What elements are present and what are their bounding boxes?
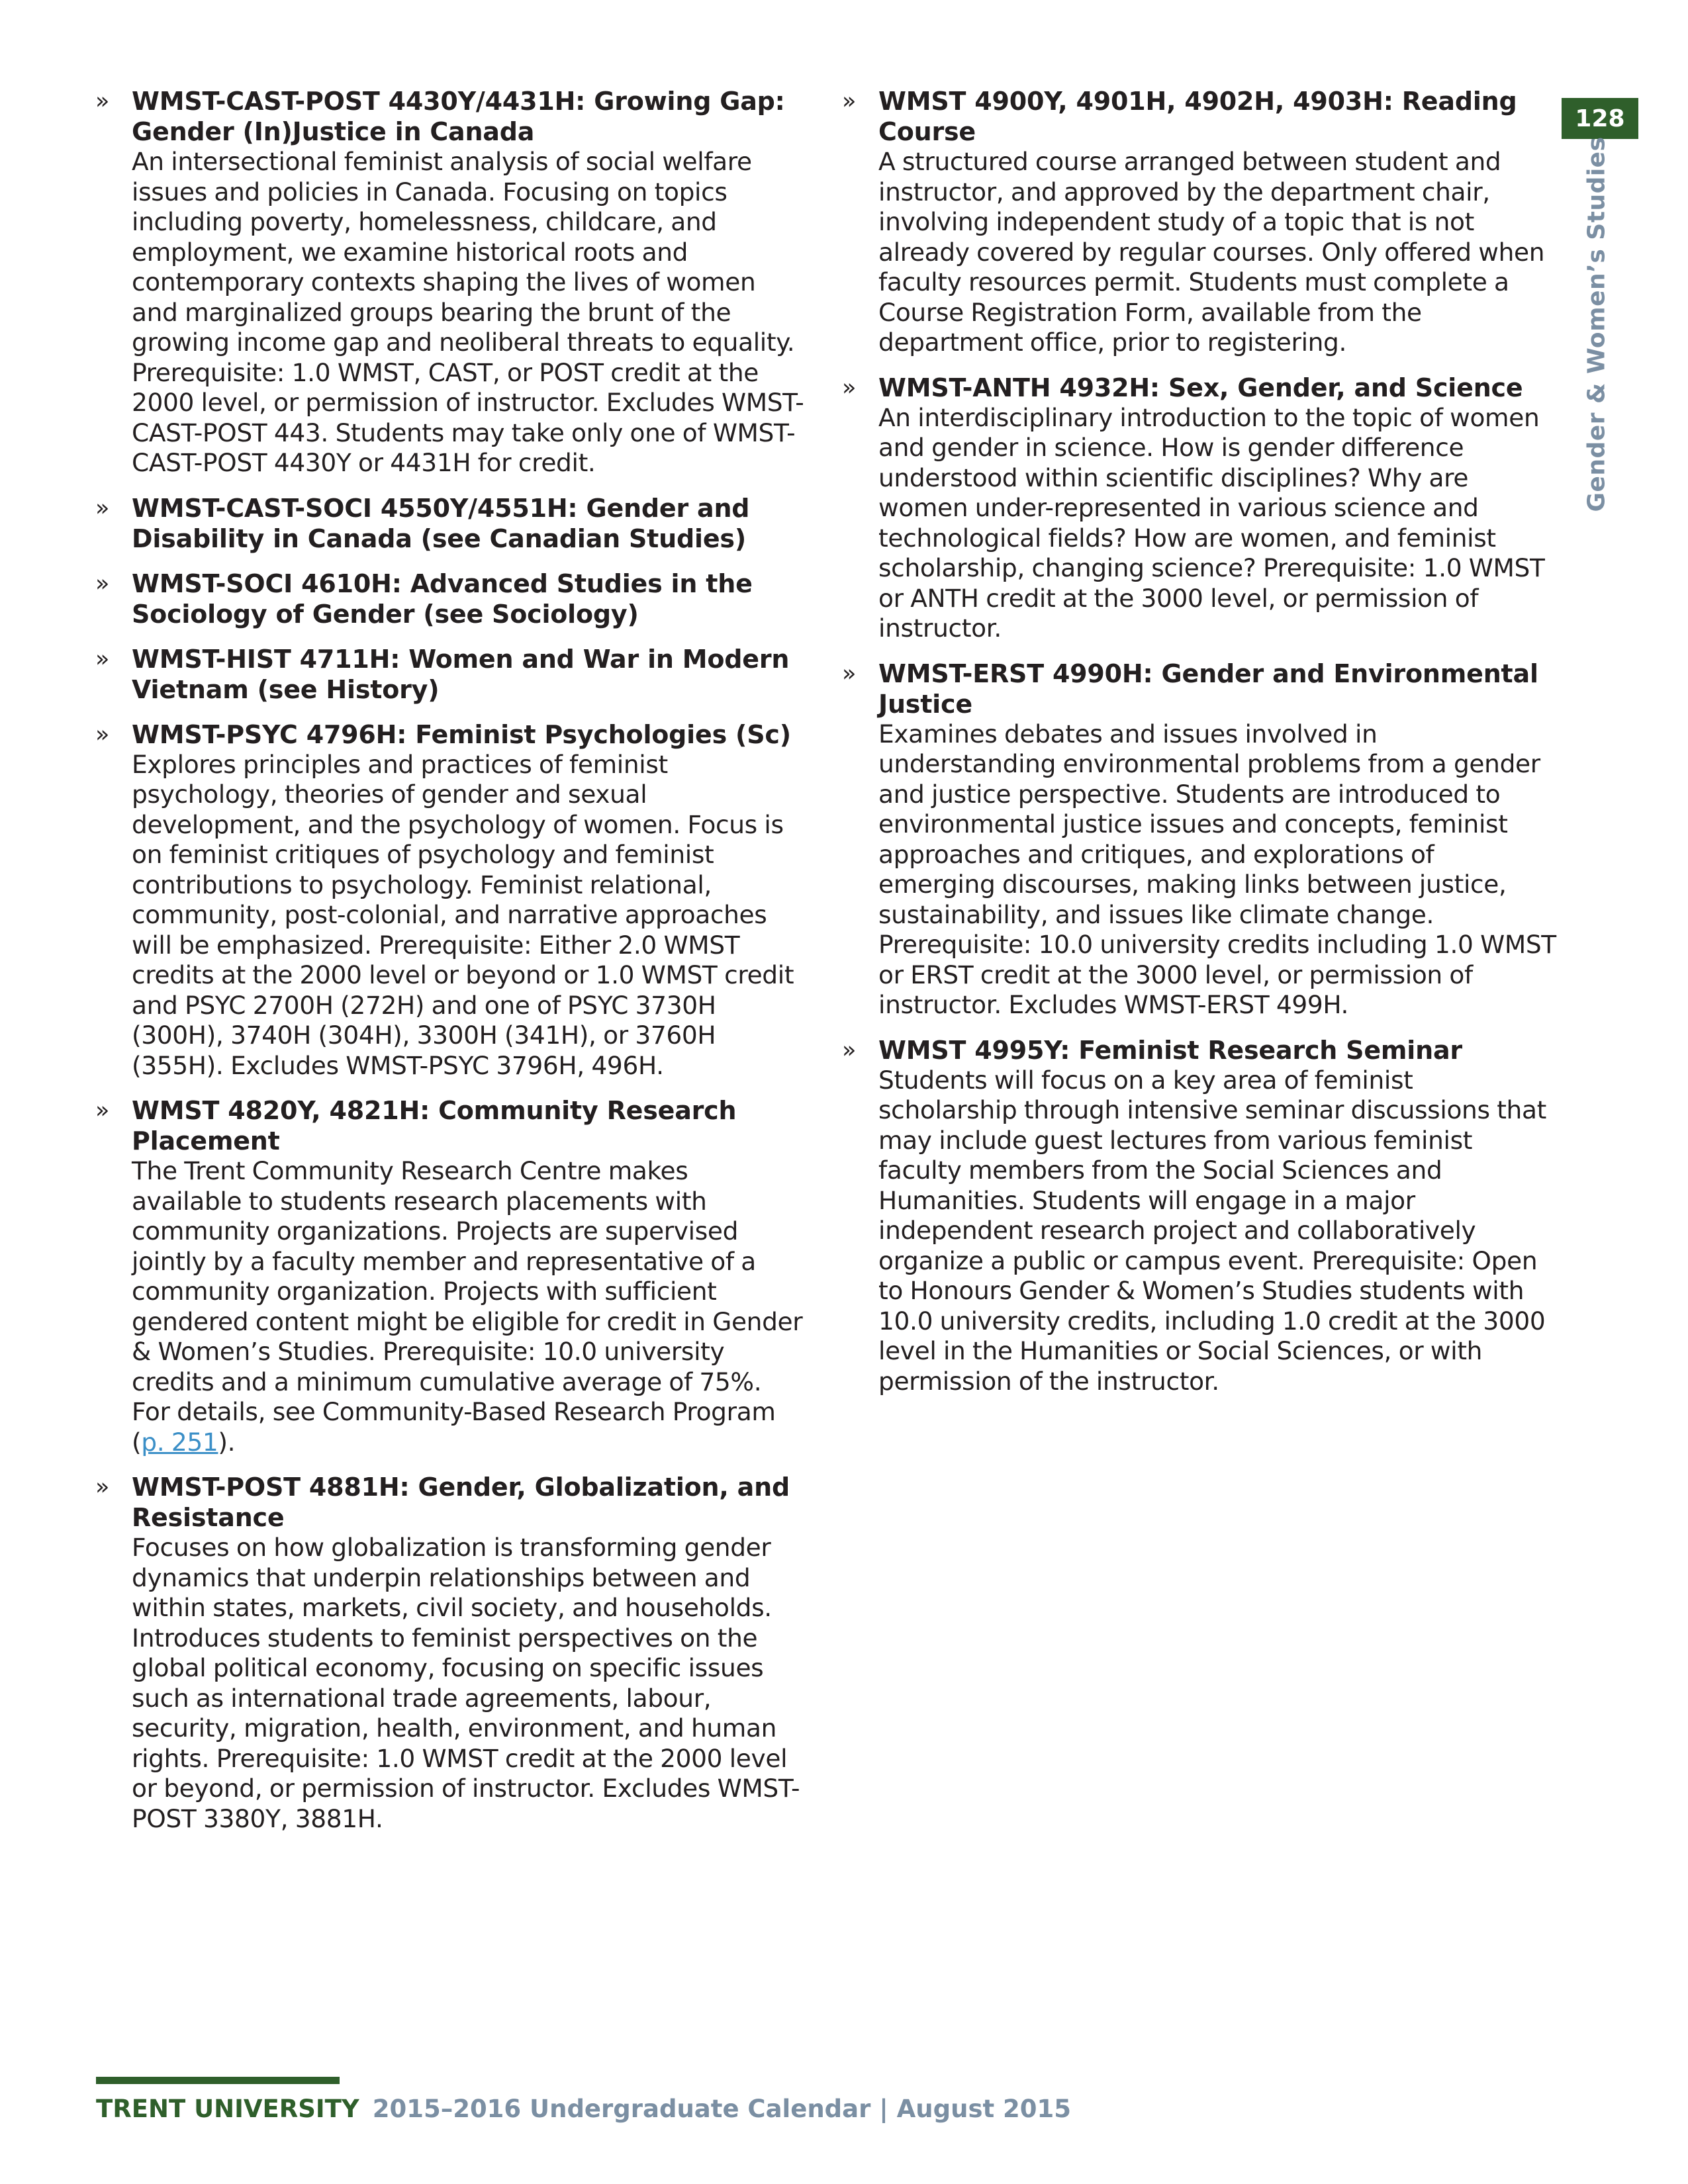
footer-calendar: 2015–2016 Undergraduate Calendar | August 2015: [372, 2095, 1072, 2123]
course-title: WMST-CAST-POST 4430Y/4431H: Growing Gap: Gender (In)Justice in Canada: [132, 87, 785, 146]
page-reference-link[interactable]: p. 251: [141, 1427, 218, 1457]
course-title: WMST-POST 4881H: Gender, Globalization, and Resistance: [132, 1473, 790, 1532]
bullet-icon: »: [95, 88, 110, 114]
bullet-icon: »: [95, 494, 110, 522]
course-description: Focuses on how globalization is transforming gender dynamics that underpin relationships between and within states, markets, civil society, and households. Introduces students to feminist perspectives on the global political economy, focusing on specific issues such as international trade agreements, labour, security, migration, health, environment, and human rights. Prerequisite: 1.0 WMST credit at the 2000 level or beyond, or permission of instructor. Excludes WMST-POST 3380Y, 3881H.: [132, 1533, 800, 1833]
course-entry: [93, 719, 804, 1081]
course-title: WMST 4900Y, 4901H, 4902H, 4903H: Reading Course: [878, 87, 1517, 146]
section-side-label: Gender & Women’s Studies: [1583, 136, 1611, 512]
course-entry: [839, 373, 1558, 644]
course-description: A structured course arranged between student and instructor, and approved by the department chair, involving independent study of a topic that is not already covered by regular courses. Only offered when faculty resources permit. Students must complete a Course Registration Form, available from the department office, prior to registering.: [878, 147, 1545, 357]
course-title: WMST-ANTH 4932H: Sex, Gender, and Science: [878, 373, 1523, 402]
bullet-icon: »: [842, 374, 857, 401]
course-entry: [93, 1472, 804, 1834]
bullet-icon: »: [842, 660, 857, 687]
course-description: [132, 1156, 804, 1457]
bullet-icon: »: [842, 88, 857, 114]
bullet-icon: »: [95, 1474, 110, 1500]
course-description: An interdisciplinary introduction to the topic of women and gender in science. How is gender difference understood within scientific disciplines? Why are women under-represented in various science and technological fields? How are women, and feminist scholarship, changing science? Prerequisite: 1.0 WMST or ANTH credit at the 3000 level, or permission of instructor.: [878, 402, 1545, 643]
footer-rule: [96, 2077, 340, 2084]
footer-university: TRENT UNIVERSITY: [96, 2095, 359, 2123]
course-description: Students will focus on a key area of feminist scholarship through intensive seminar discussions that may include guest lectures from various feminist faculty members from the Social Sciences and Humanities. Students will engage in a major independent research project and collaboratively organize a public or campus event. Prerequisite: Open to Honours Gender & Women’s Studies students with 10.0 university credits, including 1.0 credit at the 3000 level in the Humanities or Social Sciences, or with permission of the instructor.: [878, 1065, 1546, 1396]
course-description-tail: ).: [218, 1427, 236, 1457]
course-entry: [93, 644, 804, 705]
left-column: [93, 86, 804, 1848]
footer: [96, 2093, 1071, 2126]
bullet-icon: »: [95, 570, 110, 597]
course-title: WMST 4995Y: Feminist Research Seminar: [878, 1035, 1462, 1065]
course-entry: [93, 493, 804, 554]
bullet-icon: »: [95, 1097, 110, 1124]
course-title: WMST-CAST-SOCI 4550Y/4551H: Gender and Disability in Canada (see Canadian Studies): [132, 493, 750, 553]
page-number-badge: 128: [1562, 98, 1638, 139]
course-description: An intersectional feminist analysis of social welfare issues and policies in Canada. Focusing on topics including poverty, homelessness, childcare, and employment, we examine historical roots and contemporary contexts shaping the lives of women and marginalized groups bearing the brunt of the growing income gap and neoliberal threats to equality. Prerequisite: 1.0 WMST, CAST, or POST credit at the 2000 level, or permission of instructor. Excludes WMST-CAST-POST 443. Students may take only one of WMST-CAST-POST 4430Y or 4431H for credit.: [132, 147, 804, 477]
course-title: WMST-SOCI 4610H: Advanced Studies in the Sociology of Gender (see Sociology): [132, 569, 753, 629]
bullet-icon: »: [95, 721, 110, 748]
bullet-icon: »: [95, 645, 110, 672]
course-description: Examines debates and issues involved in understanding environmental problems from a gender and justice perspective. Students are introduced to environmental justice issues and concepts, feminist approaches and critiques, and explorations of emerging discourses, making links between justice, sustainability, and issues like climate change. Prerequisite: 10.0 university credits including 1.0 WMST or ERST credit at the 3000 level, or permission of instructor. Excludes WMST-ERST 499H.: [878, 719, 1556, 1019]
course-entry: [839, 659, 1558, 1021]
bullet-icon: »: [842, 1036, 857, 1064]
right-column: [839, 86, 1558, 1411]
course-title: WMST-HIST 4711H: Women and War in Modern Vietnam (see History): [132, 644, 790, 704]
course-description-text: The Trent Community Research Centre makes available to students research placements with community organizations. Projects are supervised jointly by a faculty member and representative of a community organization. Projects with sufficient gendered content might be eligible for credit in Gender & Women’s Studies. Prerequisite: 10.0 university credits and a minimum cumulative average of 75%. For details, see Community-Based Research Program (: [132, 1156, 803, 1457]
course-entry: [93, 1095, 804, 1457]
course-title: WMST 4820Y, 4821H: Community Research Placement: [132, 1096, 737, 1156]
course-entry: [839, 1035, 1558, 1397]
course-entry: [93, 86, 804, 478]
course-entry: [93, 569, 804, 629]
course-title: WMST-PSYC 4796H: Feminist Psychologies (Sc): [132, 719, 791, 749]
course-entry: [839, 86, 1558, 358]
course-description: Explores principles and practices of feminist psychology, theories of gender and sexual development, and the psychology of women. Focus is on feminist critiques of psychology and feminist contributions to psychology. Feminist relational, community, post-colonial, and narrative approaches will be emphasized. Prerequisite: Either 2.0 WMST credits at the 2000 level or beyond or 1.0 WMST credit and PSYC 2700H (272H) and one of PSYC 3730H (300H), 3740H (304H), 3300H (341H), or 3760H (355H). Excludes WMST-PSYC 3796H, 496H.: [132, 749, 794, 1080]
course-title: WMST-ERST 4990H: Gender and Environmental Justice: [878, 659, 1538, 719]
